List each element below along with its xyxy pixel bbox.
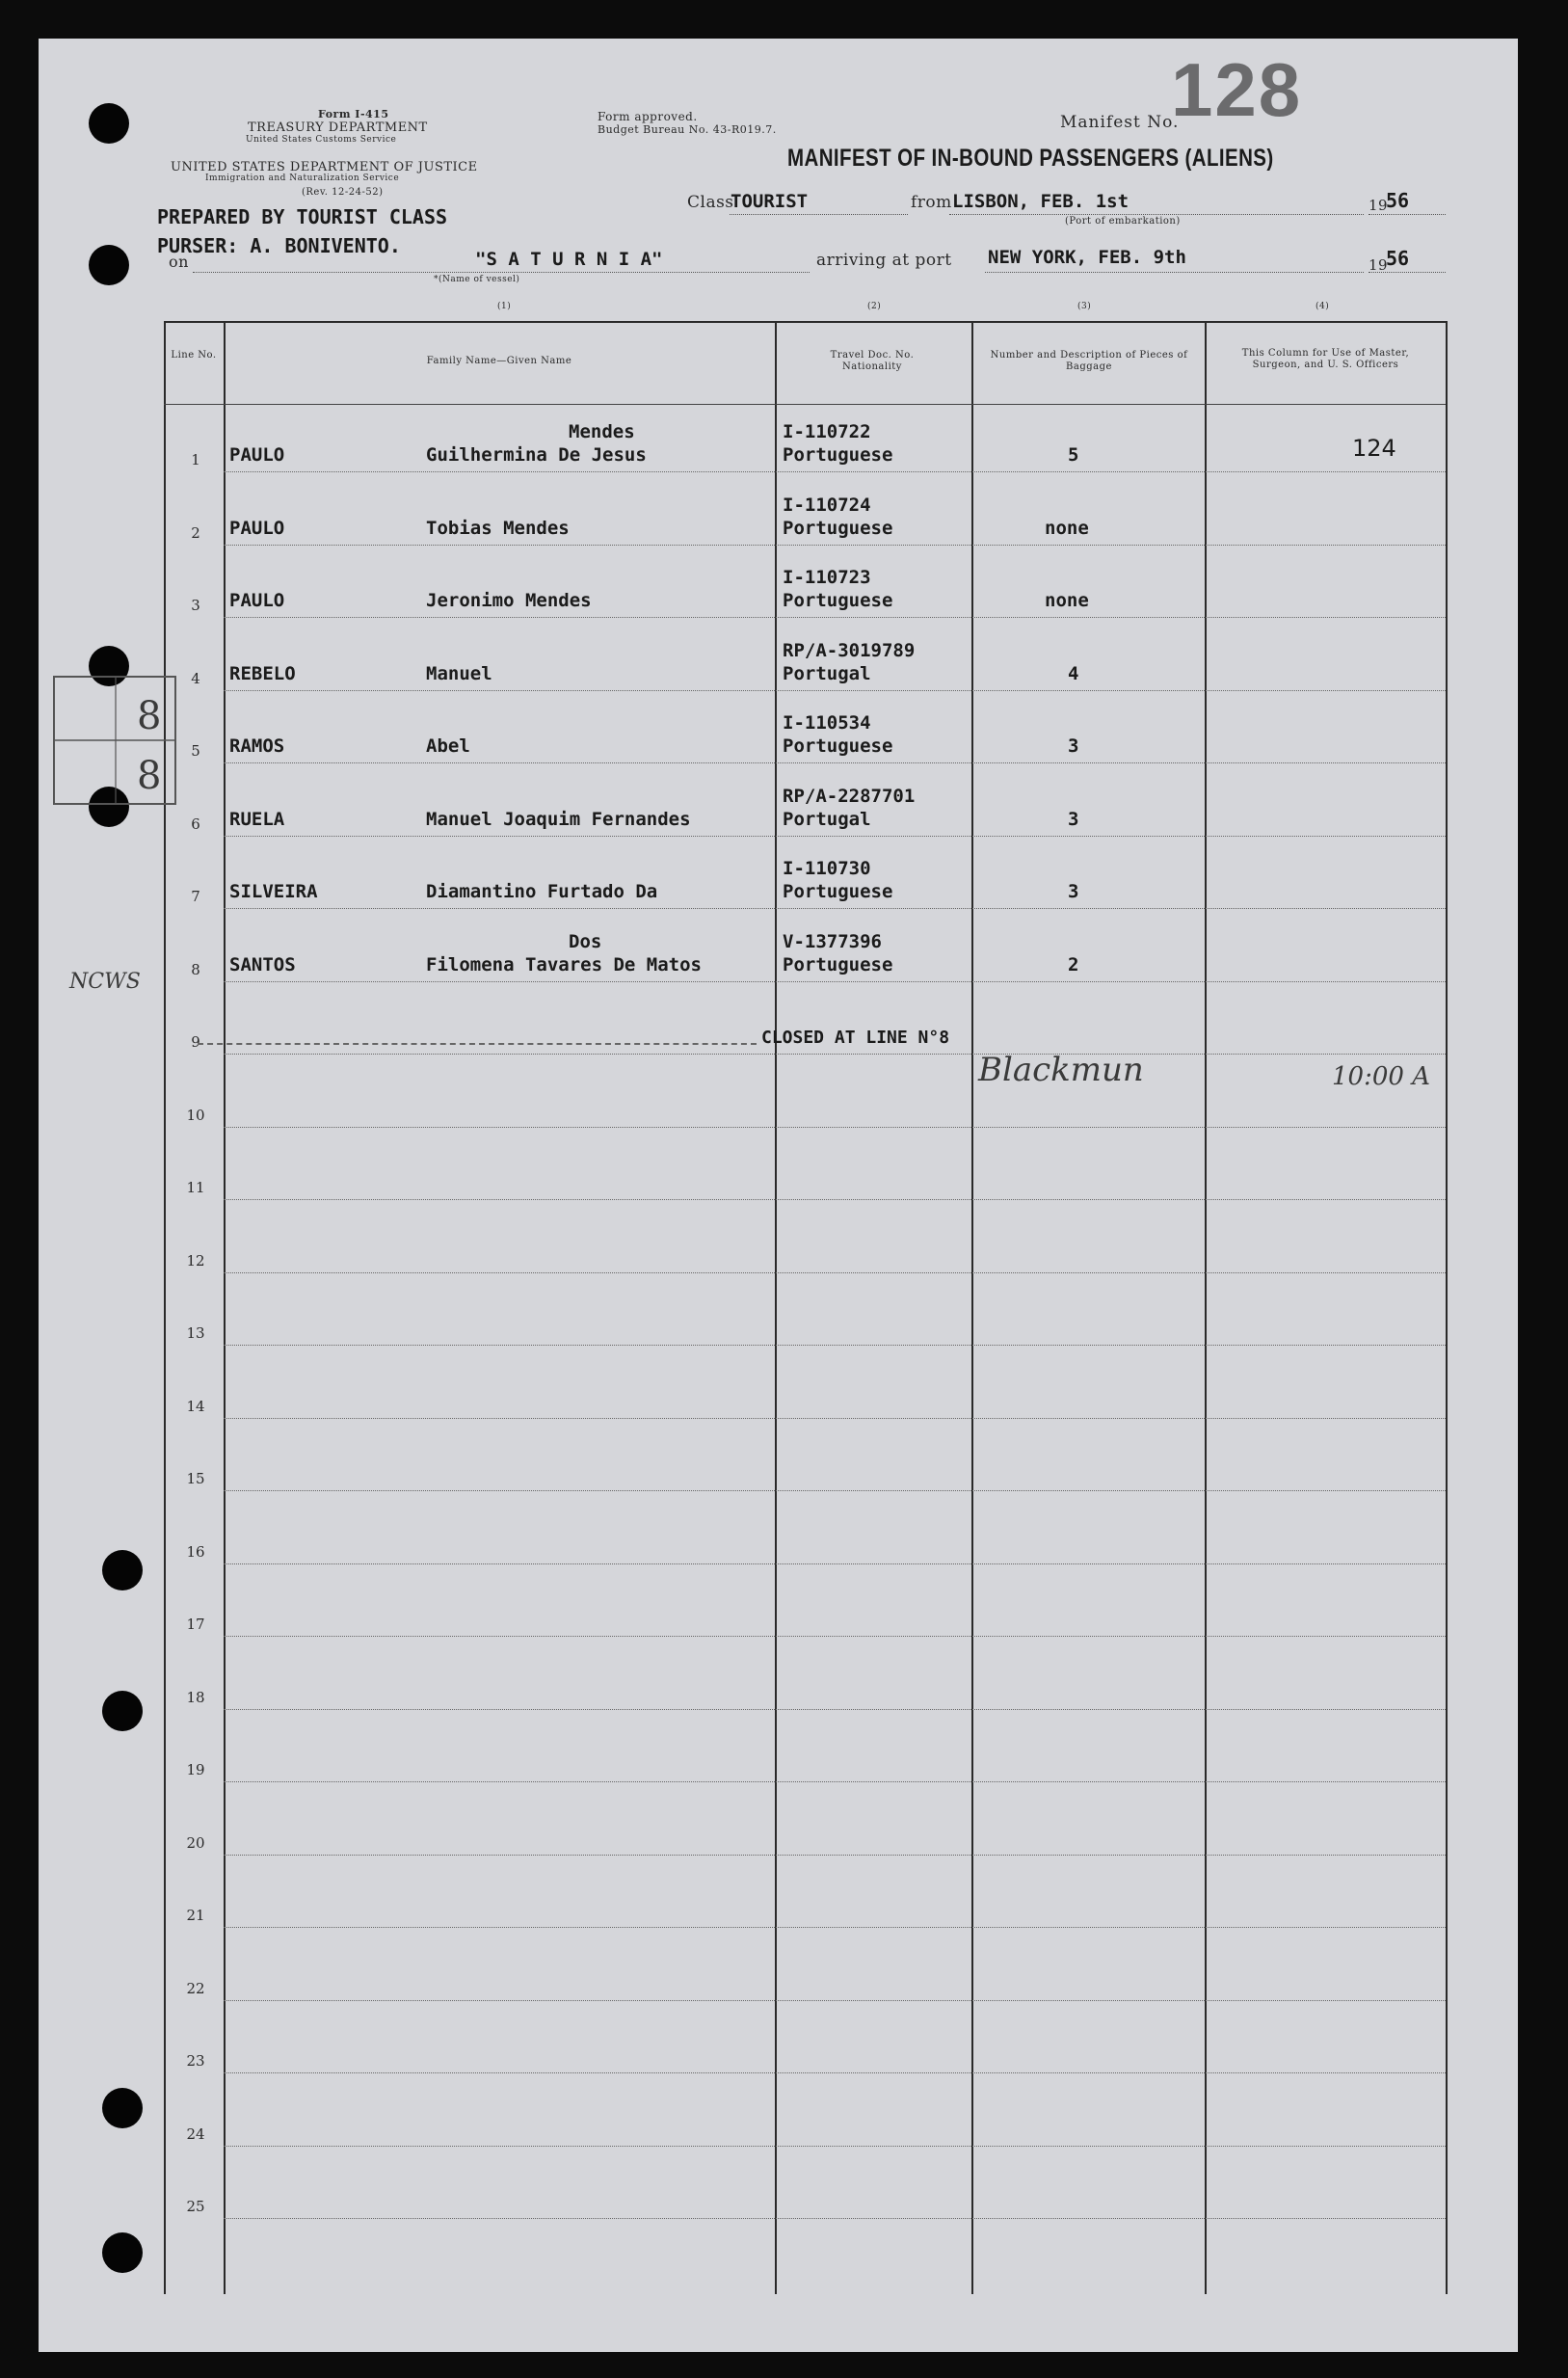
officer-note: 124 xyxy=(1352,435,1396,462)
line-number: 17 xyxy=(186,1616,205,1633)
margin-note: NCWS xyxy=(69,970,141,994)
manifest-number-stamp: 128 xyxy=(1171,47,1303,132)
line-number: 12 xyxy=(186,1251,205,1269)
baggage: 3 xyxy=(1068,735,1079,757)
line-number: 22 xyxy=(186,1979,205,1997)
line-number: 15 xyxy=(186,1470,205,1487)
side-stamp-number: 8 xyxy=(137,754,162,798)
travel-doc-number: V-1377396 xyxy=(783,930,882,952)
line-number: 9 xyxy=(191,1033,200,1051)
nationality: Portugal xyxy=(783,662,871,684)
manifest-no-label: Manifest No. xyxy=(1060,113,1180,132)
line-number: 13 xyxy=(186,1324,205,1342)
line-number: 6 xyxy=(191,815,200,833)
table-row xyxy=(164,2078,1446,2151)
table-row xyxy=(164,1277,1446,1349)
year-prefix: 19 xyxy=(1369,197,1389,214)
from-value: LISBON, FEB. 1st xyxy=(952,191,1129,212)
baggage: 4 xyxy=(1068,662,1079,684)
binder-hole xyxy=(89,245,129,285)
side-stamp xyxy=(48,673,183,813)
column-header-line: Line No. xyxy=(171,350,217,361)
family-name: PAULO xyxy=(229,444,285,466)
budget-bureau: Budget Bureau No. 43-R019.7. xyxy=(598,123,777,136)
table-row xyxy=(164,768,1446,841)
line-number: 21 xyxy=(186,1907,205,1924)
customs-service: United States Customs Service xyxy=(246,135,397,145)
travel-doc-number: I-110724 xyxy=(783,494,871,516)
nationality: Portuguese xyxy=(783,953,893,975)
table-row xyxy=(164,477,1446,549)
vessel-label: *(Name of vessel) xyxy=(434,275,520,284)
given-name: Abel xyxy=(426,735,470,757)
given-name: Manuel Joaquim Fernandes xyxy=(426,808,691,830)
immigration-service: Immigration and Naturalization Service xyxy=(205,174,400,183)
baggage: 2 xyxy=(1068,953,1079,975)
column-number-4: (4) xyxy=(1316,302,1330,311)
nationality: Portuguese xyxy=(783,881,893,902)
line-number: 23 xyxy=(186,2052,205,2070)
binder-hole xyxy=(102,1550,143,1590)
column-header-travel-doc: Travel Doc. No. Nationality xyxy=(830,350,915,372)
line-number: 25 xyxy=(186,2198,205,2215)
line-number: 8 xyxy=(191,960,200,978)
table-row xyxy=(164,914,1446,986)
column-header-name: Family Name—Given Name xyxy=(426,356,572,366)
table-row xyxy=(164,1787,1446,1859)
travel-doc-number: I-110534 xyxy=(783,712,871,734)
justice-department: UNITED STATES DEPARTMENT OF JUSTICE xyxy=(171,160,478,174)
line-number: 20 xyxy=(186,1833,205,1852)
given-name: Diamantino Furtado Da xyxy=(426,881,658,902)
arriving-value: NEW YORK, FEB. 9th xyxy=(988,247,1186,268)
inspection-time: 10:00 A xyxy=(1332,1062,1430,1091)
line-number: 7 xyxy=(191,888,200,905)
on-label: on xyxy=(169,253,189,271)
page-title: MANIFEST OF IN-BOUND PASSENGERS (ALIENS) xyxy=(787,145,1274,172)
binder-hole xyxy=(89,103,129,144)
table-row xyxy=(164,1714,1446,1786)
closed-at-line: CLOSED AT LINE N°8 xyxy=(761,1028,950,1048)
column-header-officers: This Column for Use of Master, Surgeon, and U. S. Officers xyxy=(1241,348,1410,370)
vessel-name: "S A T U R N I A" xyxy=(475,249,663,270)
arriving-label: arriving at port xyxy=(816,251,952,270)
travel-doc-number: I-110722 xyxy=(783,421,871,442)
family-name: RAMOS xyxy=(229,735,285,757)
nationality: Portugal xyxy=(783,808,871,830)
line-number: 3 xyxy=(191,597,200,614)
line-number: 4 xyxy=(191,669,200,687)
travel-doc-number: I-110730 xyxy=(783,858,871,879)
table-row xyxy=(164,623,1446,695)
travel-doc-number: I-110723 xyxy=(783,567,871,588)
year-value: 56 xyxy=(1386,189,1410,212)
table-row xyxy=(164,2151,1446,2223)
line-number: 5 xyxy=(191,742,200,760)
table-row xyxy=(164,841,1446,913)
nationality: Portuguese xyxy=(783,517,893,539)
table-row xyxy=(164,1859,1446,1932)
line-number: 16 xyxy=(186,1542,205,1561)
table-row xyxy=(164,1933,1446,2005)
nationality: Portuguese xyxy=(783,444,893,466)
family-name: REBELO xyxy=(229,662,296,684)
family-name: SANTOS xyxy=(229,953,296,975)
table-row xyxy=(164,1496,1446,1568)
family-name: SILVEIRA xyxy=(229,881,318,902)
baggage: 5 xyxy=(1068,444,1079,466)
table-row xyxy=(164,1132,1446,1204)
table-row xyxy=(164,695,1446,767)
baggage: 3 xyxy=(1068,808,1079,830)
prepared-by: PREPARED BY TOURIST CLASS xyxy=(157,205,448,228)
class-label: Class xyxy=(687,193,734,212)
class-value: TOURIST xyxy=(731,191,809,212)
binder-hole xyxy=(102,1691,143,1731)
form-approved: Form approved. xyxy=(598,110,698,123)
table-row xyxy=(164,1423,1446,1495)
given-name: Tobias Mendes xyxy=(426,517,570,539)
given-name: Manuel xyxy=(426,662,492,684)
line-number: 24 xyxy=(186,2124,205,2143)
line-number: 14 xyxy=(186,1397,205,1415)
baggage: none xyxy=(1045,517,1089,539)
purser: PURSER: A. BONIVENTO. xyxy=(157,234,401,257)
given-name-top: Mendes xyxy=(569,421,635,442)
binder-hole xyxy=(102,2232,143,2273)
family-name: RUELA xyxy=(229,808,285,830)
line-number: 18 xyxy=(186,1688,205,1706)
column-number-3: (3) xyxy=(1077,302,1092,311)
column-header-baggage: Number and Description of Pieces of Baggage xyxy=(990,350,1188,372)
form-number: Form I-415 xyxy=(318,108,389,120)
travel-doc-number: RP/A-2287701 xyxy=(783,785,916,807)
passenger-table xyxy=(164,321,1446,2294)
officer-signature: Blackmun xyxy=(978,1051,1144,1089)
column-number-1: (1) xyxy=(497,302,512,311)
revision-date: (Rev. 12-24-52) xyxy=(302,187,384,198)
port-embarkation-label: (Port of embarkation) xyxy=(1065,216,1181,227)
nationality: Portuguese xyxy=(783,590,893,611)
nationality: Portuguese xyxy=(783,735,893,757)
given-name: Filomena Tavares De Matos xyxy=(426,953,702,975)
line-number: 19 xyxy=(186,1761,205,1778)
table-row xyxy=(164,1568,1446,1641)
table-row xyxy=(164,1059,1446,1132)
given-name: Guilhermina De Jesus xyxy=(426,444,647,466)
year-value-2: 56 xyxy=(1386,247,1410,270)
family-name: PAULO xyxy=(229,517,285,539)
table-row xyxy=(164,1642,1446,1714)
side-stamp-number: 8 xyxy=(137,694,162,738)
table-row xyxy=(164,1350,1446,1423)
binder-hole xyxy=(102,2088,143,2128)
baggage: 3 xyxy=(1068,881,1079,902)
baggage: none xyxy=(1045,590,1089,611)
line-number: 2 xyxy=(191,523,200,542)
column-number-2: (2) xyxy=(867,302,882,311)
travel-doc-number: RP/A-3019789 xyxy=(783,639,916,661)
given-name: Jeronimo Mendes xyxy=(426,590,592,611)
year-prefix-2: 19 xyxy=(1369,256,1389,274)
treasury-department: TREASURY DEPARTMENT xyxy=(248,120,428,135)
family-name: PAULO xyxy=(229,590,285,611)
line-number: 10 xyxy=(186,1106,205,1124)
table-row xyxy=(164,2005,1446,2077)
given-name-top: Dos xyxy=(569,930,602,952)
table-row xyxy=(164,549,1446,622)
line-number: 11 xyxy=(186,1179,205,1196)
from-label: from xyxy=(911,193,952,212)
line-number: 1 xyxy=(191,451,200,468)
table-row xyxy=(164,404,1446,476)
table-row xyxy=(164,1205,1446,1277)
